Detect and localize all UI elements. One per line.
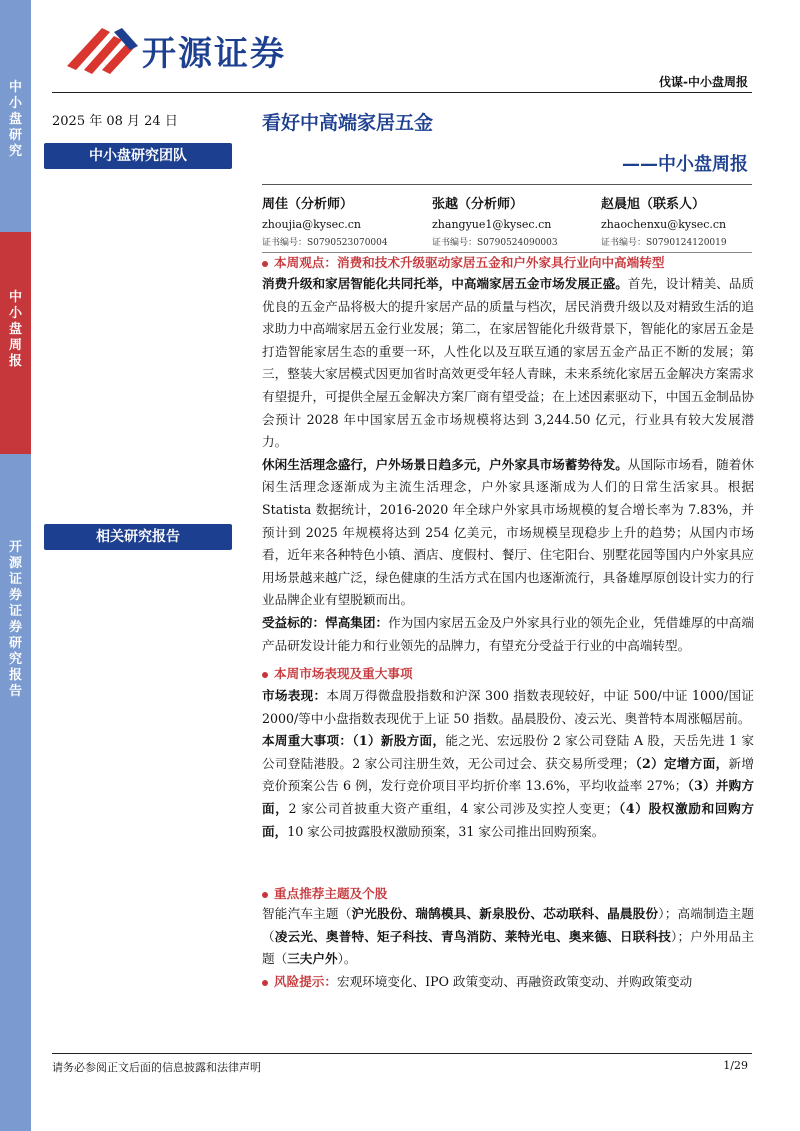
theme-text: ）；户外用品主题（ <box>262 928 755 967</box>
section-heading-view <box>262 253 664 273</box>
paragraph-text: 首先，设计精美、品质优良的五金产品将极大的提升家居产品的质量与档次，居民消费升级以及对精致生活的追求助力中高端家居五金行业发展；第二，在家居智能化升级背景下，智能化的家居五金是打造智能家居生态的重要一环，人性化以及互联互通的家居五金产品正不断的发展；第三，整装大家居模式因更加省时高效更受年轻人青睐，未来系统化家居五金解决方案需求有望提升，可提供全屋五金解决方案厂商有望受益；在上述因素驱动下，中国五金制品协会预计 2028 年中国家居五金市场规模将达到 3,244.50 亿元，行业具有较大发展潜力。 <box>262 276 755 450</box>
sidebar-char: 开 <box>8 540 22 555</box>
author-email[interactable]: zhaochenxu@kysec.cn <box>601 218 727 231</box>
sidebar-char: 报 <box>8 354 22 369</box>
author-cert: 证书编号：S0790124120019 <box>601 238 727 248</box>
section-3-body <box>262 903 754 971</box>
header-divider <box>52 92 752 93</box>
document-type-label: 伐谋-中小盘周报 <box>659 75 748 89</box>
author-name: 赵晨旭（联系人） <box>601 197 706 212</box>
item-text: 新增竞价预案公告 6 例，发行竞价项目平均折价率 13.6%，平均收益率 27%； <box>262 755 754 794</box>
item-lead: （2）定增方面， <box>635 755 729 771</box>
bullet-icon <box>262 672 268 678</box>
sidebar-char: 小 <box>8 96 22 111</box>
footer-divider <box>52 1053 752 1054</box>
sidebar-char: 源 <box>8 556 22 571</box>
section-heading-text: 本周市场表现及重大事项 <box>274 666 413 681</box>
logo-text: 开源证券 <box>142 34 286 74</box>
theme-text: ）；高端制造主题（ <box>262 906 755 944</box>
footer-disclaimer: 请务必参阅正文后面的信息披露和法律声明 <box>52 1061 261 1074</box>
sidebar-char: 中 <box>8 80 22 95</box>
author-name: 张越（分析师） <box>432 197 524 212</box>
related-reports-label: 相关研究报告 <box>44 524 232 550</box>
paragraph-text: 作为国内家居五金及户外家具行业的领先企业，凭借雄厚的中高端产品研发设计能力和行业领先的品牌力，有望充分受益于行业的中高端转型。 <box>262 614 755 653</box>
theme-stocks: 凌云光、奥普特、矩子科技、青鸟消防、莱特光电、奥来德、日联科技 <box>274 928 672 944</box>
author-email[interactable]: zhoujia@kysec.cn <box>262 218 362 231</box>
item-lead: （3）并购方面， <box>262 778 754 816</box>
paragraph <box>262 903 754 971</box>
theme-stocks: 沪光股份、瑞鹄模具、新泉股份、芯动联科、晶晨股份 <box>351 906 659 921</box>
section-2-body <box>262 685 754 843</box>
item-text: 2 家公司首披重大资产重组，4 家公司涉及实控人变更； <box>288 800 619 816</box>
paragraph-lead: 消费升级和家居智能化共同托举，中高端家居五金市场发展正盛。 <box>262 276 628 291</box>
sidebar-label-securities-report <box>0 540 31 760</box>
item-lead: （1）新股方面， <box>352 733 446 749</box>
author-block <box>262 193 388 248</box>
paragraph-lead: 本周重大事项： <box>262 733 353 749</box>
paragraph <box>262 685 754 730</box>
paragraph-lead: 市场表现： <box>262 688 327 703</box>
paragraph-text: 本周万得微盘股指数和沪深 300 指数表现较好，中证 500/中证 1000/国证 2000/等中小盘指数表现优于上证 50 指数。晶晨股份、凌云光、奥普特本周涨幅居前。 <box>262 688 755 726</box>
author-block <box>432 193 558 248</box>
sidebar-char: 究 <box>8 652 22 667</box>
sidebar-char: 告 <box>8 684 22 699</box>
author-email[interactable]: zhangyue1@kysec.cn <box>432 218 552 231</box>
bullet-icon <box>262 261 268 267</box>
theme-text: ）。 <box>337 951 357 967</box>
report-title: 看好中高端家居五金 <box>262 112 434 134</box>
sidebar-char: 证 <box>8 572 22 587</box>
sidebar-char: 报 <box>8 668 22 683</box>
risk-heading: 风险提示： <box>274 974 337 989</box>
sidebar-char: 小 <box>8 306 22 321</box>
sidebar-char: 券 <box>8 588 22 603</box>
risk-warning <box>262 971 754 994</box>
report-date: 2025 年 08 月 24 日 <box>52 114 178 129</box>
section-heading-text: 本周观点：消费和技术升级驱动家居五金和户外家具行业向中高端转型 <box>274 255 665 270</box>
author-name: 周佳（分析师） <box>262 197 354 212</box>
theme-stocks: 三夫户外 <box>287 951 338 967</box>
author-block <box>601 193 727 248</box>
sidebar-char: 中 <box>8 290 22 305</box>
author-cert: 证书编号：S0790524090003 <box>432 238 558 248</box>
paragraph <box>262 730 754 843</box>
paragraph-text: 从国际市场看，随着休闲生活理念逐渐成为主流生活理念，户外家具逐渐成为人们的日常生活家具。根据 Statista 数据统计，2016-2020 年全球户外家具市场规模的复合增长率为 7.83%，并预计到 2025 年规模将达到 254 亿美元，市场规模呈现稳步上升的趋势；从国内市场看，近年来各种特色小镇、酒店、度假村、餐厅、住宅阳台、别墅花园等国内户外家具应用场景越来越广泛，绿色健康的生活方式在国内也逐渐流行，具备雄厚原创设计实力的行业品牌企业有望脱颖而出。 <box>262 456 755 608</box>
sidebar-char: 研 <box>8 128 22 143</box>
paragraph <box>262 454 754 612</box>
paragraph <box>262 273 754 454</box>
sidebar-char: 研 <box>8 636 22 651</box>
section-heading-text: 重点推荐主题及个股 <box>274 886 388 901</box>
sidebar-char: 周 <box>8 338 22 353</box>
risk-text: 宏观环境变化、IPO 政策变动、再融资政策变动、并购政策变动 <box>336 974 693 989</box>
sidebar-label-weekly <box>0 232 31 454</box>
sidebar-char: 究 <box>8 144 22 159</box>
sidebar-char: 券 <box>8 620 22 635</box>
sidebar-char: 盘 <box>8 322 22 337</box>
item-text: 10 家公司披露股权激励预案，31 家公司推出回购预案。 <box>287 823 605 839</box>
report-subtitle: ——中小盘周报 <box>622 154 748 175</box>
section-heading-picks <box>262 884 387 904</box>
bullet-icon <box>262 980 268 986</box>
sidebar-char: 盘 <box>8 112 22 127</box>
paragraph-lead: 休闲生活理念盛行，户外场景日趋多元，户外家具市场蓄势待发。 <box>262 456 628 472</box>
author-cert: 证书编号：S0790523070004 <box>262 238 388 248</box>
paragraph <box>262 612 754 657</box>
bullet-icon <box>262 892 268 898</box>
paragraph-lead: 受益标的：悍高集团： <box>262 614 389 630</box>
team-label: 中小盘研究团队 <box>44 143 232 169</box>
section-heading-market <box>262 664 413 684</box>
item-lead: （4）股权激励和回购方面， <box>262 800 754 839</box>
theme-text: 智能汽车主题（ <box>262 906 352 921</box>
sidebar-char: 证 <box>8 604 22 619</box>
section-1-body <box>262 273 754 657</box>
subtitle-divider <box>262 184 752 185</box>
item-text: 能之光、宏远股份 2 家公司登陆 A 股，天岳先进 1 家公司登陆港股。2 家公司注册生效，无公司过会、获交易所受理； <box>262 733 755 771</box>
page-number: 1/29 <box>723 1059 748 1072</box>
